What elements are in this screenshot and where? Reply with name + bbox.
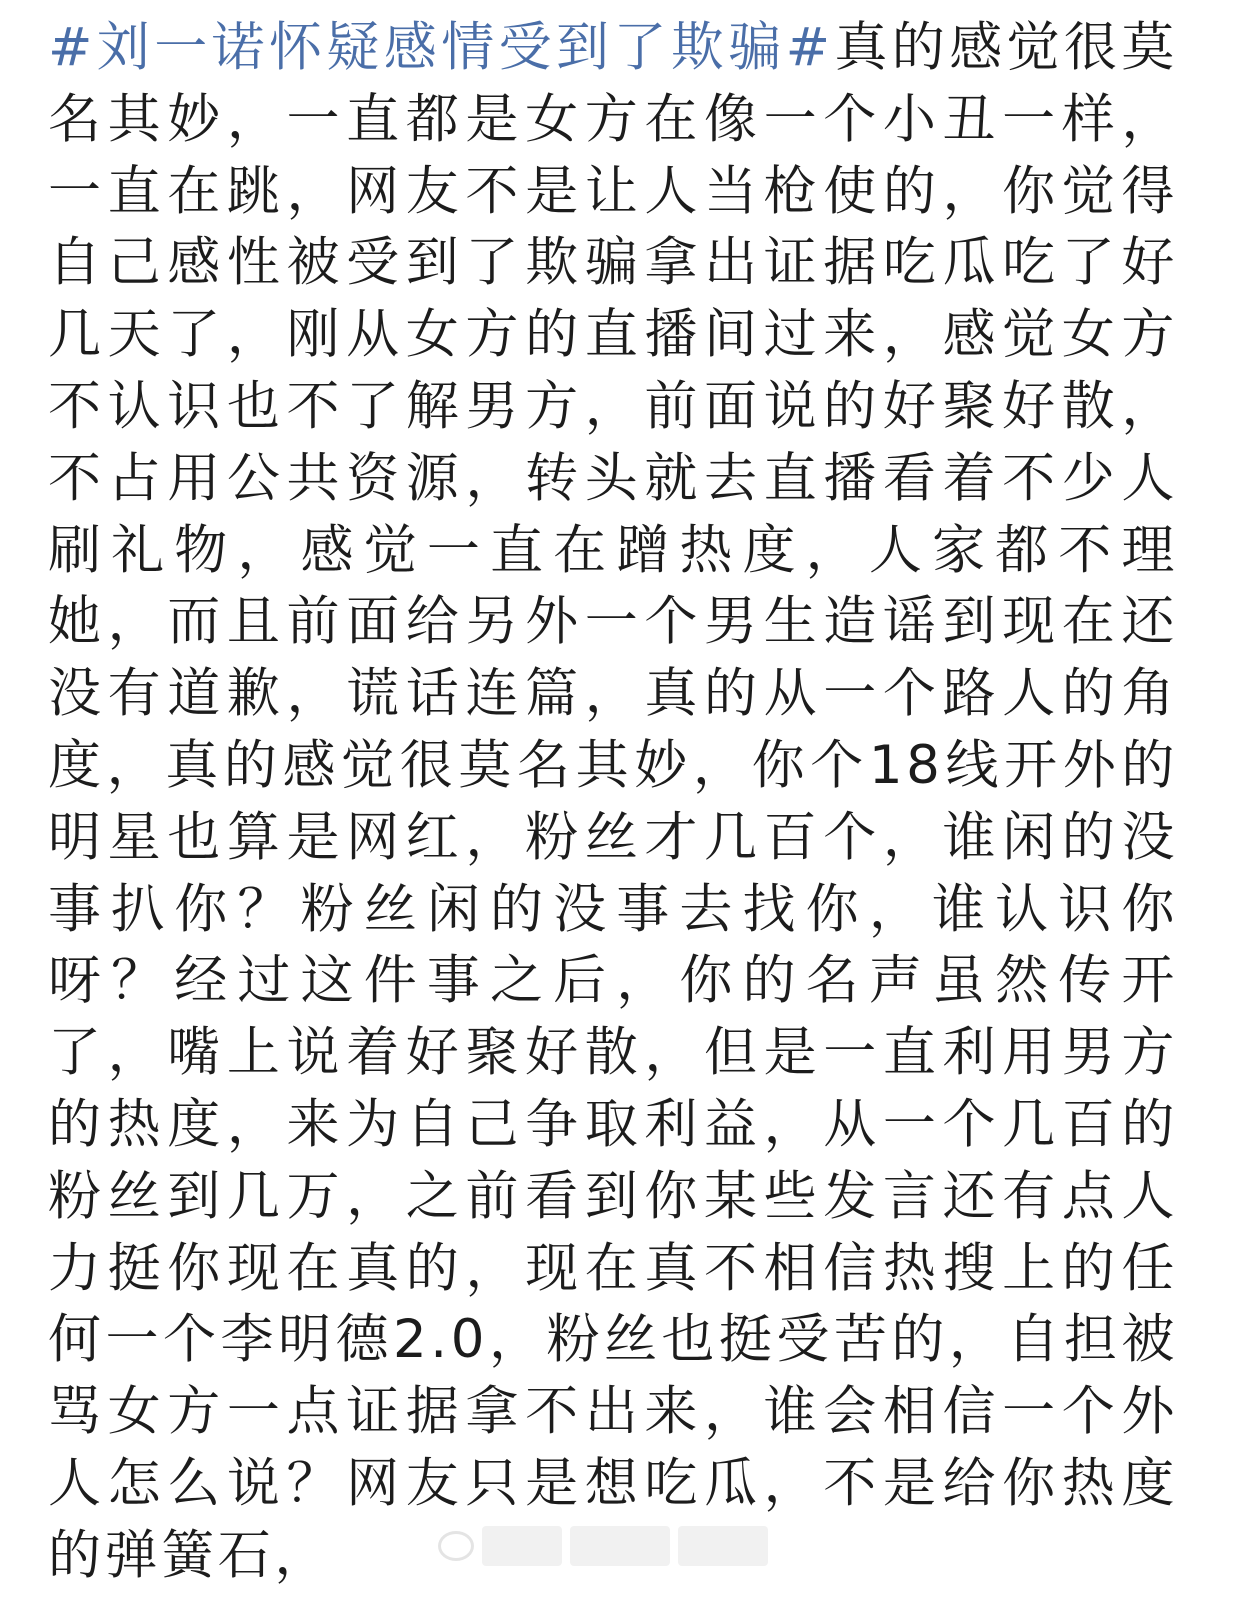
watermark-blur-block [678, 1526, 768, 1566]
weibo-logo-icon [438, 1531, 474, 1561]
watermark [438, 1518, 782, 1574]
hashtag-link[interactable]: #刘一诺怀疑感情受到了欺骗# [48, 17, 834, 78]
watermark-blur-block [482, 1526, 562, 1566]
post-text [48, 12, 1178, 1592]
watermark-blur-block [570, 1526, 670, 1566]
post-body: 真的感觉很莫名其妙，一直都是女方在像一个小丑一样，一直在跳，网友不是让人当枪使的，你觉得自己感性被受到了欺骗拿出证据吃瓜吃了好几天了，刚从女方的直播间过来，感觉女方不认识也不了解男方，前面说的好聚好散，不占用公共资源，转头就去直播看着不少人刷礼物，感觉一直在蹭热度，人家都不理她，而且前面给另外一个男生造谣到现在还没有道歉，谎话连篇，真的从一个路人的角度，真的感觉很莫名其妙，你个18线开外的明星也算是网红，粉丝才几百个，谁闲的没事扒你？粉丝闲的没事去找你，谁认识你呀？经过这件事之后，你的名声虽然传开了，嘴上说着好聚好散，但是一直利用男方的热度，来为自己争取利益，从一个几百的粉丝到几万，之前看到你某些发言还有点人力挺你现在真的，现在真不相信热搜上的任何一个李明德2.0，粉丝也挺受苦的，自担被骂女方一点证据拿不出来，谁会相信一个外人怎么说？网友只是想吃瓜，不是给你热度的弹簧石， [48, 17, 1179, 1586]
